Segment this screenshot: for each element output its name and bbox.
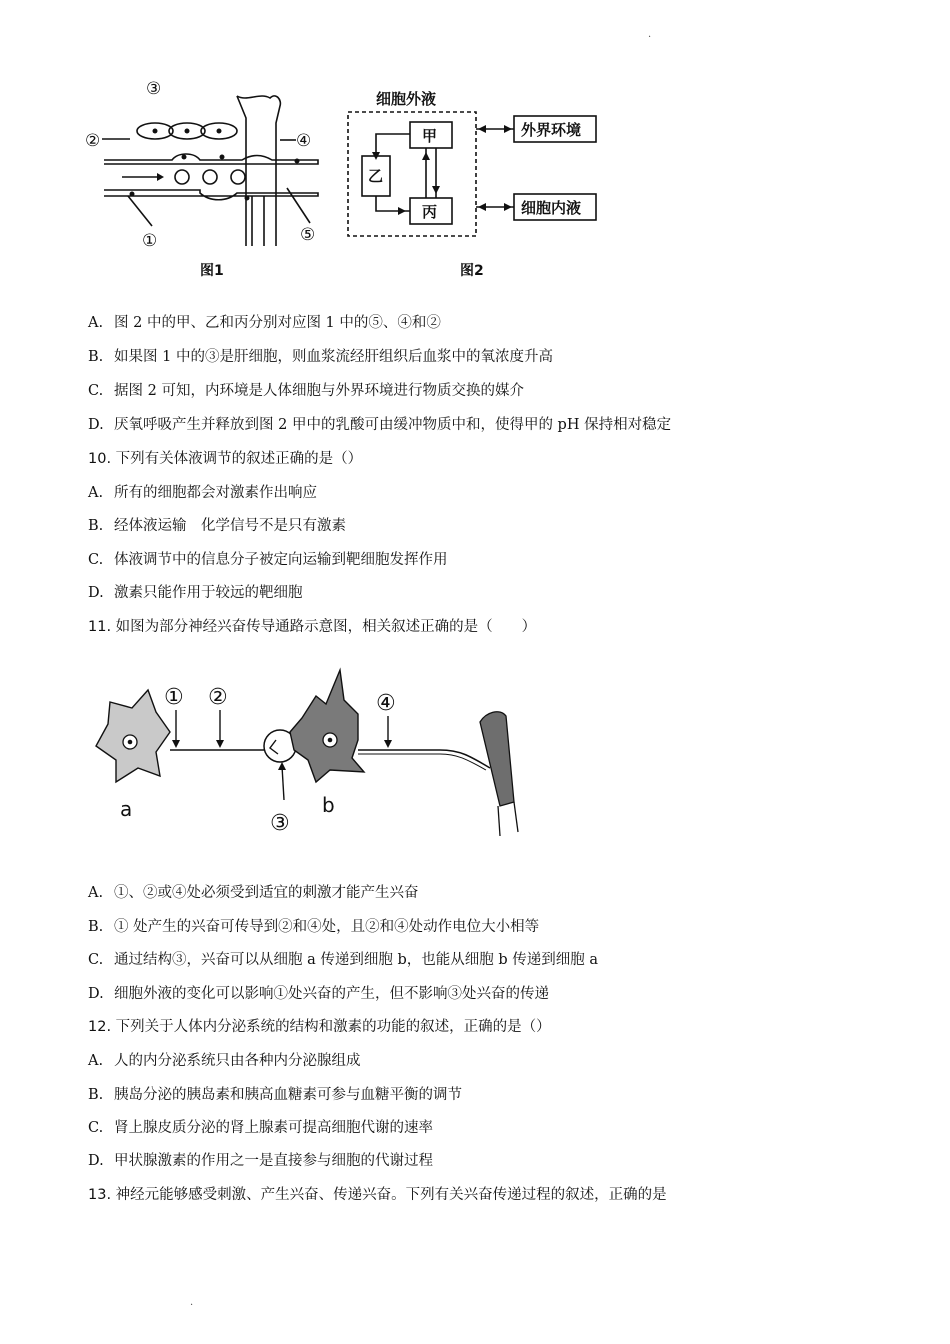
q9-option-d: D. 厌氧呼吸产生并释放到图 2 甲中的乳酸可由缓冲物质中和，使得甲的 pH 保持相对稳定 <box>88 417 672 433</box>
neuron-label-1: ① <box>164 685 184 710</box>
figure-1-diagram <box>82 78 342 258</box>
fig1-label-2: ② <box>85 131 101 151</box>
q11-option-b: B. ① 处产生的兴奋可传导到②和④处，且②和④处动作电位大小相等 <box>88 919 540 935</box>
neuron-cell-b-label: b <box>322 793 335 817</box>
figure-2-caption: 图2 <box>460 263 484 279</box>
q11-stem: 11. 如图为部分神经兴奋传导通路示意图，相关叙述正确的是（ ） <box>88 619 537 635</box>
q9-option-a: A. 图 2 中的甲、乙和丙分别对应图 1 中的⑤、④和② <box>88 315 441 331</box>
q12-option-c: C. 肾上腺皮质分泌的肾上腺素可提高细胞代谢的速率 <box>88 1120 433 1136</box>
fig2-node-jia: 甲 <box>422 127 438 145</box>
q9-option-b: B. 如果图 1 中的③是肝细胞，则血浆流经肝组织后血浆中的氧浓度升高 <box>88 349 553 365</box>
q12-option-b: B. 胰岛分泌的胰岛素和胰高血糖素可参与血糖平衡的调节 <box>88 1087 462 1103</box>
q12-stem: 12. 下列关于人体内分泌系统的结构和激素的功能的叙述，正确的是（） <box>88 1019 551 1035</box>
fig2-external: 外界环境 <box>521 121 582 139</box>
q11-option-a: A. ①、②或④处必须受到适宜的刺激才能产生兴奋 <box>88 885 419 901</box>
q10-option-c: C. 体液调节中的信息分子被定向运输到靶细胞发挥作用 <box>88 552 448 568</box>
q10-stem: 10. 下列有关体液调节的叙述正确的是（） <box>88 451 363 467</box>
fig1-label-4: ④ <box>296 131 312 151</box>
neuron-label-2: ② <box>208 685 228 710</box>
q11-option-d: D. 细胞外液的变化可以影响①处兴奋的产生，但不影响③处兴奋的传递 <box>88 986 549 1002</box>
scan-dot: · <box>648 32 652 43</box>
figure-2-diagram <box>340 86 610 246</box>
scan-dot-bottom: · <box>190 1300 194 1311</box>
q13-stem: 13. 神经元能够感受刺激、产生兴奋、传递兴奋。下列有关兴奋传递过程的叙述，正确的是 <box>88 1187 667 1203</box>
fig2-node-yi: 乙 <box>368 167 384 185</box>
q11-option-c: C. 通过结构③，兴奋可以从细胞 a 传递到细胞 b，也能从细胞 b 传递到细胞 a <box>88 952 599 968</box>
fig2-node-bing: 丙 <box>422 203 438 221</box>
fig2-intracellular: 细胞内液 <box>521 199 582 217</box>
fig1-label-1: ① <box>142 231 158 251</box>
neuron-label-3: ③ <box>270 811 290 836</box>
q10-option-d: D. 激素只能作用于较远的靶细胞 <box>88 585 303 601</box>
neuron-cell-a-label: a <box>120 797 133 821</box>
neuron-label-4: ④ <box>376 691 396 716</box>
figure-1-caption: 图1 <box>200 263 224 279</box>
q10-option-a: A. 所有的细胞都会对激素作出响应 <box>88 485 317 501</box>
fig2-title: 细胞外液 <box>376 90 437 108</box>
q10-option-b: B. 经体液运输 化学信号不是只有激素 <box>88 518 346 534</box>
fig1-label-3: ③ <box>146 79 162 99</box>
figure-neuron-pathway <box>90 660 530 840</box>
q9-option-c: C. 据图 2 可知，内环境是人体细胞与外界环境进行物质交换的媒介 <box>88 383 524 399</box>
q12-option-a: A. 人的内分泌系统只由各种内分泌腺组成 <box>88 1053 361 1069</box>
q12-option-d: D. 甲状腺激素的作用之一是直接参与细胞的代谢过程 <box>88 1153 433 1169</box>
fig1-label-5: ⑤ <box>300 225 316 245</box>
